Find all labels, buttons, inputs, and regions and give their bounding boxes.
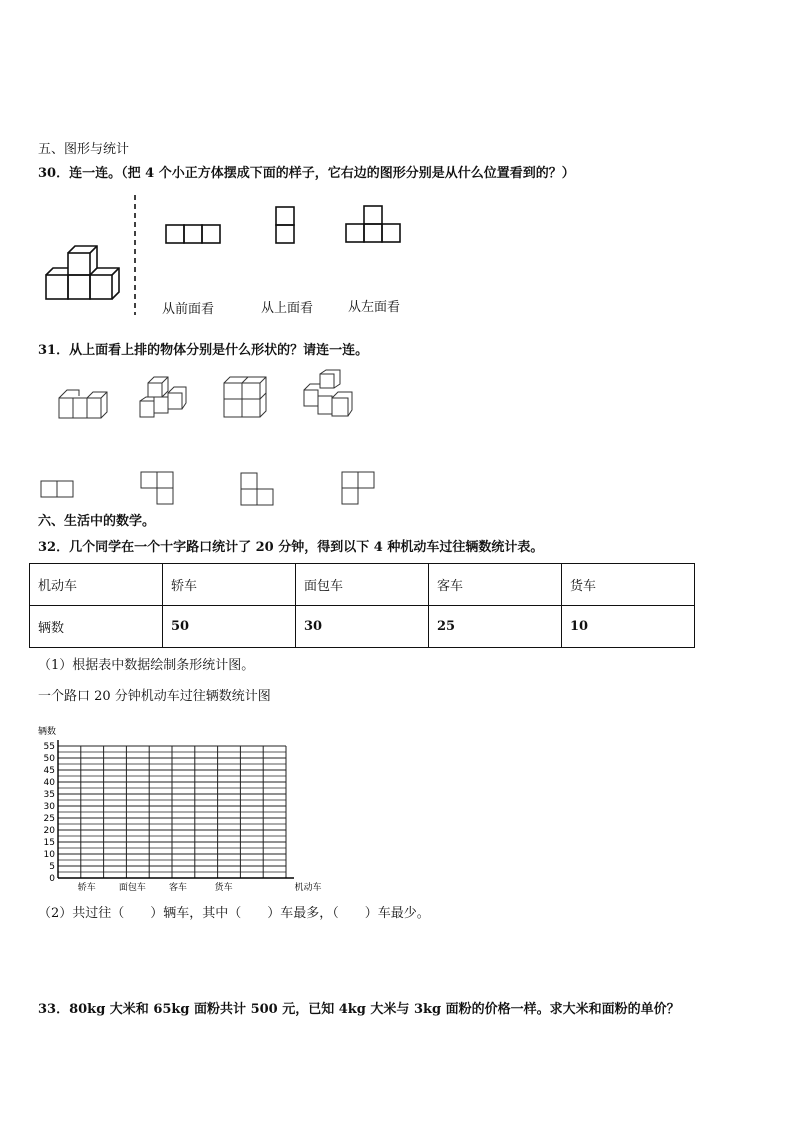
y-tick-label: 20 [43,826,55,836]
table-cell: 50 [163,606,296,648]
table-cell: 面包车 [296,564,429,606]
y-tick-label: 15 [43,838,55,848]
q31-view-4 [341,471,377,507]
q31-solid-4 [300,368,356,422]
section-five-heading: 五、图形与统计 [38,142,130,157]
y-tick-label: 55 [43,742,55,752]
question-32-part-1: （1）根据表中数据绘制条形统计图。 [38,658,255,673]
table-cell: 辆数 [30,606,163,648]
question-33: 33．80kg 大米和 65kg 面粉共计 500 元，已知 4kg 大米与 3kg 面粉的价格一样。求大米和面粉的单价？ [38,1002,680,1017]
q31-view-2 [140,471,176,507]
y-tick-label: 25 [43,814,55,824]
table-cell: 30 [296,606,429,648]
front-view-shape [165,224,221,244]
q31-view-3 [240,472,276,508]
y-tick-label: 40 [43,778,55,788]
view-label-left: 从左面看 [348,300,401,315]
y-tick-label: 45 [43,766,55,776]
view-label-top: 从上面看 [261,301,314,316]
question-31: 31．从上面看上排的物体分别是什么形状的？请连一连。 [38,343,369,358]
y-tick-label: 30 [43,802,55,812]
x-axis-label: 机动车 [294,883,322,893]
table-row [30,606,695,648]
left-view-shape [345,205,401,243]
q31-view-1 [40,480,76,498]
x-tick-label: 面包车 [118,883,146,893]
view-label-front: 从前面看 [162,302,215,317]
question-32-part-2: （2）共过往（ ）辆车，其中（ ）车最多，（ ）车最少。 [38,906,430,921]
q31-solid-2 [136,375,188,425]
y-tick-label: 10 [43,850,55,860]
dashed-divider [130,195,140,320]
table-cell: 机动车 [30,564,163,606]
question-32: 32．几个同学在一个十字路口统计了 20 分钟，得到以下 4 种机动车过往辆数统计表。 [38,540,544,555]
q31-solid-1 [55,382,105,422]
y-axis-label: 辆数 [38,727,57,737]
x-tick-label: 轿车 [77,883,96,893]
q31-solid-3 [220,375,270,421]
table-cell: 轿车 [163,564,296,606]
chart-title: 一个路口 20 分钟机动车过往辆数统计图 [38,689,271,704]
table-header-row [30,564,695,606]
vehicle-count-table [29,563,695,648]
section-six-heading: 六、生活中的数学。 [38,514,156,529]
question-30: 30．连一连。（把 4 个小正方体摆成下面的样子，它右边的图形分别是从什么位置看到的？） [38,166,575,181]
table-cell: 货车 [562,564,695,606]
table-cell: 客车 [429,564,562,606]
blank-bar-chart [30,718,322,893]
table-cell: 10 [562,606,695,648]
y-tick-label: 50 [43,754,55,764]
top-view-shape [275,206,295,244]
table-cell: 25 [429,606,562,648]
y-tick-label: 35 [43,790,55,800]
y-tick-label: 0 [49,874,55,884]
x-tick-label: 货车 [214,883,233,893]
y-tick-label: 5 [49,862,55,872]
x-tick-label: 客车 [168,883,188,893]
